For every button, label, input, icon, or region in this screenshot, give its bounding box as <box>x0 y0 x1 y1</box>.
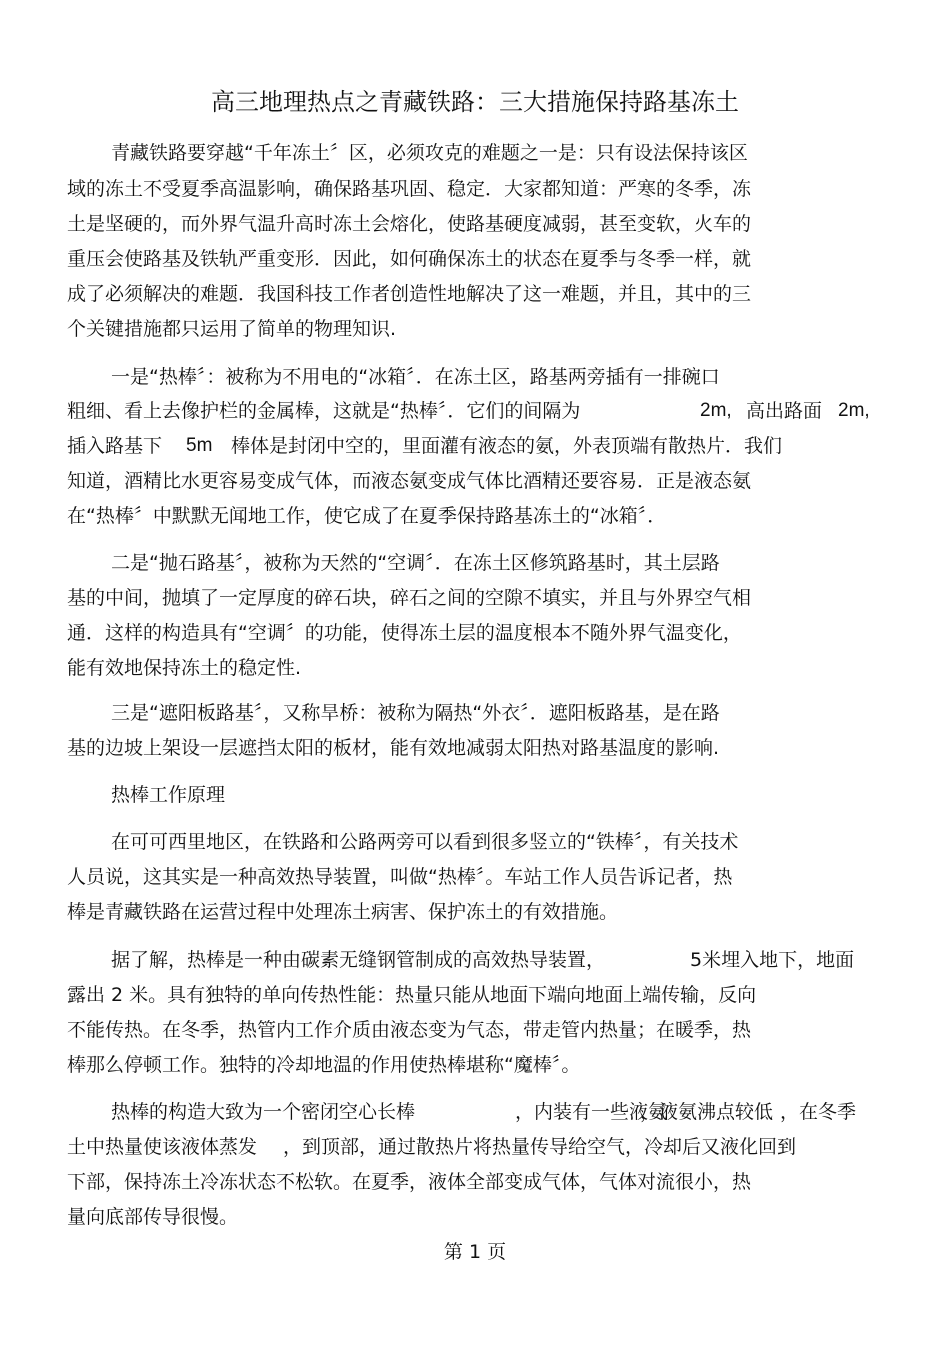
paragraph-line: 成了必须解决的难题．我国科技工作者创造性地解决了这一难题，并且，其中的三 <box>67 283 752 305</box>
paragraph-line: 热棒的构造大致为一个密闭空心长棒 <box>111 1101 416 1123</box>
paragraph-line: 青藏铁路要穿越“千年冻土〞区，必须攻克的难题之一是：只有设法保持该区 <box>111 142 748 164</box>
paragraph-line: 二是“抛石路基〞，被称为天然的“空调〞．在冻土区修筑路基时，其土层路 <box>111 552 720 574</box>
paragraph-line: 在可可西里地区，在铁路和公路两旁可以看到很多竖立的“铁棒〞，有关技术 <box>111 831 739 853</box>
paragraph-line: 棒是青藏铁路在运营过程中处理冻土病害、保护冻土的有效措施。 <box>67 901 619 923</box>
measurement-value: 2m, <box>838 400 870 421</box>
measurement-value: 2m, <box>700 400 732 421</box>
paragraph-text: ，到顶部，通过散热片将热量传导给空气，冷却后又液化回到 <box>283 1136 797 1158</box>
paragraph-line: 基的边坡上架设一层遮挡太阳的板材，能有效地减弱太阳热对路基温度的影响. <box>67 737 720 759</box>
paragraph-line: 能有效地保持冻土的稳定性. <box>67 657 302 679</box>
paragraph-text: 高出路面 <box>746 400 823 422</box>
paragraph-line: 个关键措施都只运用了简单的物理知识. <box>67 318 397 340</box>
paragraph-text: 土中热量使该液体蒸发 <box>67 1136 258 1158</box>
paragraph-line: 一是“热棒〞：被称为不用电的“冰箱〞．在冻土区，路基两旁插有一排碗口 <box>111 366 720 388</box>
paragraph-line: 下部，保持冻土冷冻状态不松软。在夏季，液体全部变成气体，气体对流很小，热 <box>67 1171 752 1193</box>
paragraph-line: 重压会使路基及铁轨严重变形．因此，如何确保冻土的状态在夏季与冬季一样，就 <box>67 248 752 270</box>
paragraph-line: 在“热棒〞中默默无闻地工作，使它成了在夏季保持路基冻土的“冰箱〞． <box>67 505 667 527</box>
page-number: 第 1 页 <box>443 1241 507 1263</box>
paragraph-line: 基的中间，抛填了一定厚度的碎石块，碎石之间的空隙不填实，并且与外界空气相 <box>67 587 752 609</box>
paragraph-line: 土是坚硬的，而外界气温升高时冻土会熔化，使路基硬度减弱，甚至变软，火车的 <box>67 213 752 235</box>
paragraph-line: 人员说，这其实是一种高效热导装置，叫做“热棒〞。车站工作人员告诉记者，热 <box>67 866 733 888</box>
paragraph-line: 据了解，热棒是一种由碳素无缝钢管制成的高效热导装置， <box>111 949 606 971</box>
document-title: 高三地理热点之青藏铁路：三大措施保持路基冻土 <box>211 88 739 116</box>
measurement-value: 5m <box>186 435 213 456</box>
paragraph-text: ，液氨沸点较低 <box>640 1101 774 1123</box>
paragraph-text: 棒体是封闭中空的，里面灌有液态的氨，外表顶端有散热片．我们 <box>231 435 783 457</box>
paragraph-line: 量向底部传导很慢。 <box>67 1206 239 1228</box>
paragraph-line: 通．这样的构造具有“空调〞的功能，使得冻土层的温度根本不随外界气温变化， <box>67 622 742 644</box>
section-heading: 热棒工作原理 <box>111 784 226 806</box>
paragraph-line: 粗细、看上去像护栏的金属棒，这就是“热棒〞．它们的间隔为 <box>67 400 581 422</box>
paragraph-line: 域的冻土不受夏季高温影响，确保路基巩固、稳定．大家都知道：严寒的冬季，冻 <box>67 178 752 200</box>
paragraph-line: 三是“遮阳板路基〞，又称旱桥：被称为隔热“外衣〞．遮阳板路基，是在路 <box>111 702 720 724</box>
paragraph-line: 棒那么停顿工作。独特的冷却地温的作用使热棒堪称“魔棒〞。 <box>67 1054 581 1076</box>
paragraph-line: 露出 2 米。具有独特的单向传热性能：热量只能从地面下端向地面上端传输，反向 <box>67 984 757 1006</box>
paragraph-text: ，在冬季 <box>780 1101 857 1123</box>
paragraph-text: 插入路基下 <box>67 435 163 457</box>
paragraph-text: ，内装有一些液氨 <box>515 1101 668 1123</box>
paragraph-line: 不能传热。在冬季，热管内工作介质由液态变为气态，带走管内热量；在暖季，热 <box>67 1019 752 1041</box>
paragraph-line: 知道，酒精比水更容易变成气体，而液态氨变成气体比酒精还要容易．正是液态氨 <box>67 470 752 492</box>
paragraph-text: 5米埋入地下，地面 <box>690 949 855 971</box>
